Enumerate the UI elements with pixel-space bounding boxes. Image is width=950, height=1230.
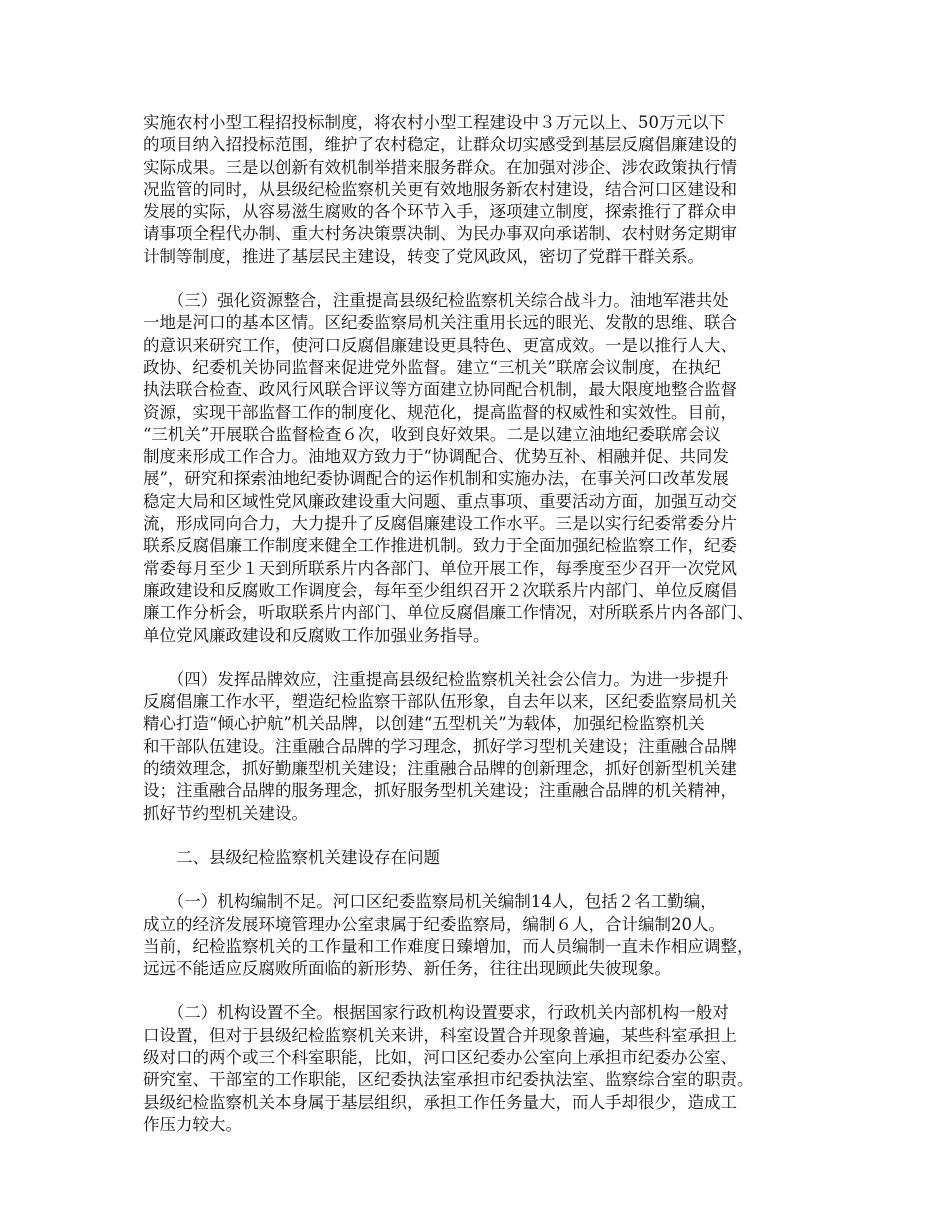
text-line: 反腐倡廉工作水平，塑造纪检监察干部队伍形象，自去年以来，区纪委监察局机关 [143,692,737,712]
text-line: （四）发挥品牌效应，注重提高县级纪检监察机关社会公信力。为进一步提升 [143,669,729,689]
text-line: 制度来形成工作合力。油地双方致力于“协调配合、优势互补、相融并促、共同发 [143,447,729,467]
text-line: 资源，实现干部监督工作的制度化、规范化，提高监督的权威性和实效性。目前， [143,402,737,422]
text-line: 成立的经济发展环境管理办公室隶属于纪委监察局，编制６人，合计编制20人。 [143,914,725,934]
text-line: 计制等制度，推进了基层民主建设，转变了党风政风，密切了党群干群关系。 [143,246,704,266]
text-line: 流，形成同向合力，大力提升了反腐倡廉建设工作水平。三是以实行纪委常委分片 [143,514,737,534]
text-line: 级对口的两个或三个科室职能，比如，河口区纪委办公室向上承担市纪委办公室、 [143,1047,737,1067]
text-line: “三机关”开展联合监督检查６次，收到良好效果。二是以建立油地纪委联席会议 [143,424,721,444]
text-line: 发展的实际，从容易滋生腐败的各个环节入手，逐项建立制度，探索推行了群众申 [143,202,737,222]
text-line: （二）机构设置不全。根据国家行政机构设置要求，行政机关内部机构一般对 [143,1003,729,1023]
text-line: 展”，研究和探索油地纪委协调配合的运作机制和实施办法，在事关河口改革发展 [143,469,729,489]
text-line: 的意识来研究工作，使河口反腐倡廉建设更具特色、更富成效。一是以推行人大、 [143,335,737,355]
document-body [143,112,823,1158]
text-line: 况监管的同时，从县级纪检监察机关更有效地服务新农村建设，结合河口区建设和 [143,179,737,199]
text-line: 廉政建设和反腐败工作调度会，每年至少组织召开２次联系片内部门、单位反腐倡 [143,580,737,600]
text-line: （一）机构编制不足。河口区纪委监察局机关编制14人，包括２名工勤编， [143,892,717,912]
text-line: 精心打造“倾心护航”机关品牌，以创建“五型机关”为载体，加强纪检监察机关 [143,714,705,734]
paragraph [143,1002,823,1136]
text-line: 稳定大局和区域性党风廉政建设重大问题、重点事项、重要活动方面，加强互动交 [143,491,737,511]
text-line: 的绩效理念，抓好勤廉型机关建设；注重融合品牌的创新理念，抓好创新型机关建 [143,759,737,779]
text-line: 实施农村小型工程招投标制度，将农村小型工程建设中３万元以上、50万元以下 [143,113,725,132]
text-line: 联系反腐倡廉工作制度来健全工作推进机制。致力于全面加强纪检监察工作，纪委 [143,536,737,556]
text-line: 的项目纳入招投标范围，维护了农村稳定，让群众切实感受到基层反腐倡廉建设的 [143,135,737,155]
paragraph [143,290,823,647]
text-line: 抓好节约型机关建设。 [143,803,308,823]
paragraph [143,669,823,825]
text-line: 县级纪检监察机关本身属于基层组织，承担工作任务量大，而人手却很少，造成工 [143,1092,737,1112]
text-line: 研究室、干部室的工作职能，区纪委执法室承担市纪委执法室、监察综合室的职责。 [143,1070,754,1090]
text-line: 执法联合检查、政风行风联合评议等方面建立协同配合机制，最大限度地整合监督 [143,380,737,400]
text-line: 远远不能适应反腐败所面临的新形势、新任务，往往出现顾此失彼现象。 [143,959,671,979]
text-line: 政协、纪委机关协同监督来促进党外监督。建立“三机关”联席会议制度，在执纪 [143,357,721,377]
paragraph [143,891,823,980]
paragraph [143,847,823,869]
text-line: 廉工作分析会，听取联系片内部门、单位反腐倡廉工作情况，对所联系片内各部门、 [143,603,754,623]
text-line: 设；注重融合品牌的服务理念，抓好服务型机关建设；注重融合品牌的机关精神， [143,781,737,801]
text-line: 作压力较大。 [143,1114,242,1134]
paragraph [143,112,823,268]
text-line: 二、县级纪检监察机关建设存在问题 [143,847,440,867]
text-line: 一地是河口的基本区情。区纪委监察局机关注重用长远的眼光、发散的思维、联合 [143,313,737,333]
text-line: 当前，纪检监察机关的工作量和工作难度日臻增加，而人员编制一直未作相应调整， [143,936,754,956]
text-line: 单位党风廉政建设和反腐败工作加强业务指导。 [143,625,490,645]
text-line: （三）强化资源整合，注重提高县级纪检监察机关综合战斗力。油地军港共处 [143,291,729,311]
text-line: 请事项全程代办制、重大村务决策票决制、为民办事双向承诺制、农村财务定期审 [143,224,737,244]
text-line: 和干部队伍建设。注重融合品牌的学习理念，抓好学习型机关建设；注重融合品牌 [143,736,737,756]
text-line: 常委每月至少１天到所联系片内各部门、单位开展工作，每季度至少召开一次党风 [143,558,737,578]
text-line: 实际成果。三是以创新有效机制举措来服务群众。在加强对涉企、涉农政策执行情 [143,157,737,177]
text-line: 口设置，但对于县级纪检监察机关来讲，科室设置合并现象普遍，某些科室承担上 [143,1025,737,1045]
